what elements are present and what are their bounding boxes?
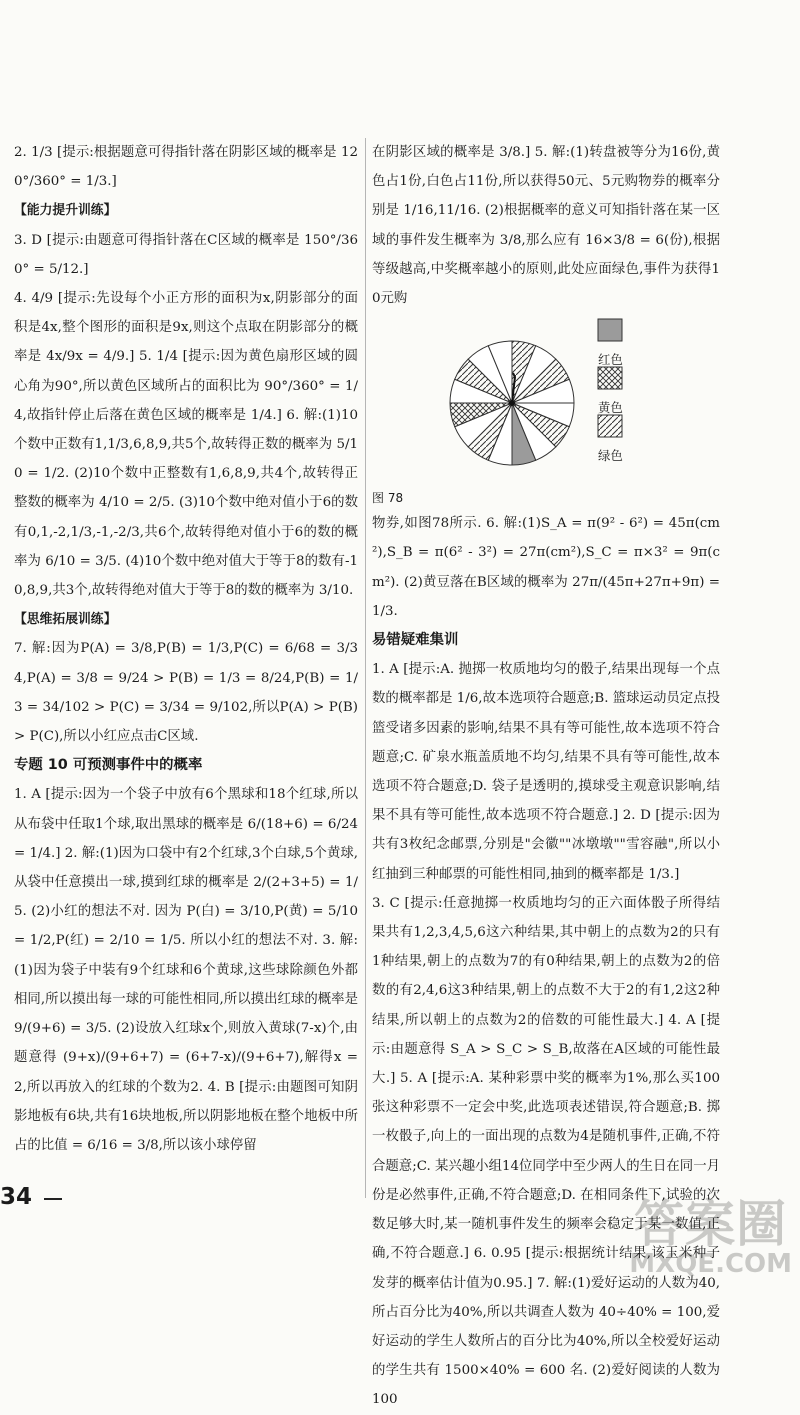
watermark-logo: [629, 1197, 792, 1277]
legend-swatch: [598, 319, 622, 341]
answer-paragraph: 3. D [提示:由题意可得指针落在C区域的概率是 150°/360° = 5/12.]: [14, 232, 358, 277]
topic-heading: 易错疑难集训: [372, 632, 459, 649]
page-number-rule: [44, 1198, 62, 1200]
answer-paragraph: 4. 4/9 [提示:先设每个小正方形的面积为x,阴影部分的面积是4x,整个图形的面积是9x,则这个点取在阴影部分的概率是 4x/9x = 4/9.] 5. 1/4 [提示:因为黄色扇形区域的圆心角为90°,所以黄色区域所占的面积比为 90°/360° = 1/4,故指针停止后落在黄色区域的概率是 1/4.] 6. 解:(1)10个数中正数有1,1/3,6,8,9,共5个,故转得正数的概率为 5/10 = 1/2. (2)10个数中正整数有1,6,8,9,共4个,故转得正整数的概率为 4/10 = 2/5. (3)10个数中绝对值小于6的数有0,1,-2,1/3,-1,-2/3,共6个,故转得绝对值小于6的数的概率为 6/10 = 3/5. (4)10个数中绝对值大于等于8的数有-10,8,9,共3个,故转得绝对值大于等于8的数的概率为 3/10.: [14, 291, 358, 599]
page-number: 34: [0, 1184, 33, 1210]
legend-label-yellow: 黄色: [598, 400, 623, 416]
topic-heading: 专题 10 可预测事件中的概率: [14, 757, 203, 774]
answer-paragraph: 物券,如图78所示. 6. 解:(1)S_A = π(9² - 6²) = 45π(cm²),S_B = π(6² - 3²) = 27π(cm²),S_C = π×3² = 9π(cm²). (2)黄豆落在B区域的概率为 27π/(45π+27π+9π) = 1/3.: [372, 516, 720, 619]
answer-paragraph: 在阴影区域的概率是 3/8.] 5. 解:(1)转盘被等分为16份,黄色占1份,白色占11份,所以获得50元、5元购物券的概率分别是 1/16,11/16. (2)根据概率的意义可知指针落在某一区域的事件发生概率为 3/8,那么应有 16×3/8 = 6(份),根据等级越高,中奖概率越小的原则,此处应面绿色,事件为获得10元购: [372, 145, 720, 307]
spinner-hub: [509, 400, 515, 406]
section-heading: 【能力提升训练】: [14, 203, 117, 219]
spinner-diagram: [372, 315, 720, 487]
watermark-line2: MXQE.COM: [629, 1249, 792, 1279]
section-heading: 【思维拓展训练】: [14, 612, 117, 628]
legend-label-red: 红色: [598, 352, 623, 368]
watermark-line1: 答案圈: [634, 1195, 788, 1253]
column-divider: [365, 138, 366, 1198]
answer-paragraph: 3. C [提示:任意抛掷一枚质地均匀的正六面体骰子所得结果共有1,2,3,4,5,6这六种结果,其中朝上的点数为2的只有1种结果,朝上的点数为7的有0种结果,朝上的点数为2的倍数的有2,4,6这3种结果,朝上的点数不大于2的有1,2这2种结果,所以朝上的点数为2的倍数的可能性最大.] 4. A [提示:由题意得 S_A > S_C > S_B,故落在A区域的可能性最大.] 5. A [提示:A. 某种彩票中奖的概率为1%,那么买100张这种彩票不一定会中奖,此选项表述错误,符合题意;B. 掷一枚骰子,向上的一面出现的点数为4是随机事件,正确,不符合题意;C. 某兴趣小组14位同学中至少两人的生日在同一月份是必然事件,正确,不符合题意;D. 在相同条件下,试验的次数足够大时,某一随机事件发生的频率会稳定于某一数值,正确,不符合题意.] 6. 0.95 [提示:根据统计结果,该玉米种子发芽的概率估计值为0.95.] 7. 解:(1)爱好运动的人数为40,所占百分比为40%,所以共调查人数为 40÷40% = 100,爱好运动的学生人数所占的百分比为40%,所以全校爱好运动的学生共有 1500×40% = 600 名. (2)爱好阅读的人数为100: [372, 895, 720, 1408]
legend-label-green: 绿色: [598, 448, 623, 464]
answer-paragraph: 2. 1/3 [提示:根据题意可得指针落在阴影区域的概率是 120°/360° = 1/3.]: [14, 145, 358, 190]
answer-paragraph: 7. 解:因为P(A) = 3/8,P(B) = 1/3,P(C) = 6/68 = 3/34,P(A) = 3/8 = 9/24 > P(B) = 1/3 = 8/24,P(B) = 1/3 = 34/102 > P(C) = 3/34 = 9/102,所以P(A) > P(B) > P(C),所以小红应点击C区域.: [14, 641, 358, 745]
right-column-top: [372, 138, 720, 313]
answer-paragraph: 1. A [提示:A. 抛掷一枚质地均匀的骰子,结果出现每一个点数的概率都是 1/6,故本选项符合题意;B. 篮球运动员定点投篮受诸多因素的影响,结果不具有等可能性,故本选项不符合题意;C. 矿泉水瓶盖质地不均匀,结果不具有等可能性,故本选项不符合题意;D. 袋子是透明的,摸球受主观意识影响,结果不具有等可能性,故本选项不符合题意.] 2. D [提示:因为共有3枚纪念邮票,分别是"会徽""冰墩墩""雪容融",所以小红抽到三种邮票的可能性相同,抽到的概率都是 1/3.]: [372, 662, 720, 882]
spinner-wheel: [450, 341, 574, 465]
figure-caption: 图 78: [372, 491, 404, 506]
answer-paragraph: 1. A [提示:因为一个袋子中放有6个黑球和18个红球,所以从布袋中任取1个球,取出黑球的概率是 6/(18+6) = 6/24 = 1/4.] 2. 解:(1)因为口袋中有2个红球,3个白球,5个黄球,从袋中任意摸出一球,摸到红球的概率是 2/(2+3+5) = 1/5. (2)小红的想法不对. 因为 P(白) = 3/10,P(黄) = 5/10 = 1/2,P(红) = 2/10 = 1/5. 所以小红的想法不对. 3. 解:(1)因为袋子中装有9个红球和6个黄球,这些球除颜色外都相同,所以摸出每一球的可能性相同,所以摸出红球的概率是 9/(9+6) = 3/5. (2)设放入红球x个,则放入黄球(7-x)个,由题意得 (9+x)/(9+6+7) = (6+7-x)/(9+6+7),解得x = 2,所以再放入的红球的个数为2. 4. B [提示:由题图可知阴影地板有6块,共有16块地板,所以阴影地板在整个地板中所占的比值 = 6/16 = 3/8,所以该小球停留: [14, 787, 358, 1153]
left-column: [14, 138, 358, 1160]
spinner-figure: [372, 315, 720, 487]
